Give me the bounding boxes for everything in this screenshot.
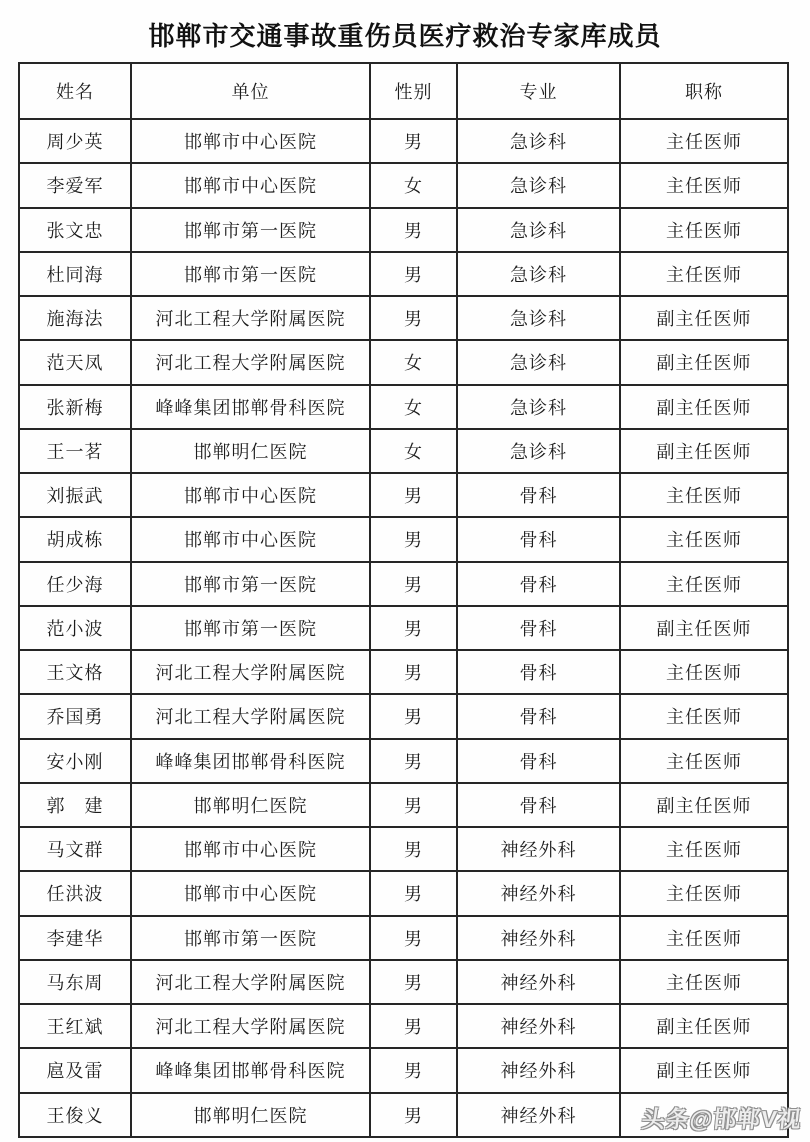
table-cell: 主任医师: [620, 960, 788, 1004]
table-cell: 骨科: [457, 783, 620, 827]
table-cell: 河北工程大学附属医院: [131, 694, 370, 738]
table-cell: 急诊科: [457, 163, 620, 207]
table-cell: 邯郸市第一医院: [131, 208, 370, 252]
table-cell: 邯郸明仁医院: [131, 429, 370, 473]
table-row: [19, 473, 788, 517]
table-cell: 神经外科: [457, 1048, 620, 1092]
table-cell: 周少英: [19, 119, 131, 163]
table-cell: 主任医师: [620, 650, 788, 694]
table-cell: 河北工程大学附属医院: [131, 650, 370, 694]
table-cell: 男: [370, 208, 457, 252]
table-cell: 男: [370, 916, 457, 960]
table-cell: 急诊科: [457, 385, 620, 429]
table-cell: 骨科: [457, 562, 620, 606]
table-row: [19, 871, 788, 915]
table-cell: 主任医师: [620, 252, 788, 296]
table-cell: 主任医师: [620, 916, 788, 960]
experts-table: [18, 62, 789, 1138]
table-cell: 男: [370, 1093, 457, 1138]
table-row: [19, 1048, 788, 1092]
table-cell: 急诊科: [457, 429, 620, 473]
table-cell: 神经外科: [457, 827, 620, 871]
table-cell: 邯郸市第一医院: [131, 606, 370, 650]
table-cell: 乔国勇: [19, 694, 131, 738]
table-cell: 邯郸市中心医院: [131, 163, 370, 207]
table-cell: 副主任医师: [620, 1004, 788, 1048]
table-row: [19, 1093, 788, 1138]
table-cell: 男: [370, 783, 457, 827]
table-cell: 主任医师: [620, 871, 788, 915]
table-cell: 主任医师: [620, 517, 788, 561]
table-cell: 李爱军: [19, 163, 131, 207]
table-row: [19, 340, 788, 384]
table-cell: 邯郸市中心医院: [131, 871, 370, 915]
table-cell: 河北工程大学附属医院: [131, 1004, 370, 1048]
table-cell: 急诊科: [457, 296, 620, 340]
table-cell: 峰峰集团邯郸骨科医院: [131, 739, 370, 783]
table-cell: 王文格: [19, 650, 131, 694]
table-cell: 急诊科: [457, 208, 620, 252]
table-cell: 副主任医师: [620, 783, 788, 827]
table-cell: 神经外科: [457, 1004, 620, 1048]
table-cell: 范天凤: [19, 340, 131, 384]
table-cell: 郭 建: [19, 783, 131, 827]
table-cell: 任洪波: [19, 871, 131, 915]
table-row: [19, 252, 788, 296]
table-row: [19, 163, 788, 207]
table-cell: 男: [370, 871, 457, 915]
table-cell: 神经外科: [457, 1093, 620, 1138]
table-cell: 邯郸市中心医院: [131, 119, 370, 163]
table-row: [19, 562, 788, 606]
table-cell: 河北工程大学附属医院: [131, 296, 370, 340]
table-row: [19, 783, 788, 827]
table-cell: 急诊科: [457, 119, 620, 163]
table-cell: 张新梅: [19, 385, 131, 429]
table-cell: 邯郸市第一医院: [131, 252, 370, 296]
table-cell: 王俊义: [19, 1093, 131, 1138]
table-cell: 主任医师: [620, 119, 788, 163]
table-cell: 女: [370, 429, 457, 473]
table-cell: 男: [370, 296, 457, 340]
table-cell: 男: [370, 827, 457, 871]
table-cell: 副主任医师: [620, 606, 788, 650]
table-cell: 女: [370, 163, 457, 207]
table-cell: 神经外科: [457, 960, 620, 1004]
page-title: 邯郸市交通事故重伤员医疗救治专家库成员: [148, 21, 662, 51]
table-cell: 李建华: [19, 916, 131, 960]
table-cell: 急诊科: [457, 252, 620, 296]
table-cell: 邯郸市中心医院: [131, 473, 370, 517]
table-cell: 男: [370, 562, 457, 606]
table-cell: 邯郸市第一医院: [131, 916, 370, 960]
table-cell: 男: [370, 1048, 457, 1092]
table-cell: 男: [370, 960, 457, 1004]
table-cell: 男: [370, 119, 457, 163]
table-cell: 骨科: [457, 517, 620, 561]
table-cell: 刘振武: [19, 473, 131, 517]
table-row: [19, 606, 788, 650]
table-cell: 主任医师: [620, 827, 788, 871]
table-cell: 男: [370, 606, 457, 650]
table-cell: 副主任医师: [620, 385, 788, 429]
table-row: [19, 827, 788, 871]
watermark: 头条@邯郸V视: [640, 1106, 804, 1132]
table-cell: 骨科: [457, 694, 620, 738]
table-cell: 任少海: [19, 562, 131, 606]
table-cell: 副主任医师: [620, 340, 788, 384]
table-row: [19, 119, 788, 163]
table-body: [19, 119, 788, 1137]
table-row: [19, 739, 788, 783]
table-cell: 男: [370, 694, 457, 738]
table-cell: 男: [370, 473, 457, 517]
table-cell: 男: [370, 252, 457, 296]
table-cell: 扈及雷: [19, 1048, 131, 1092]
table-cell: 主任医师: [620, 473, 788, 517]
table-cell: 急诊科: [457, 340, 620, 384]
header-row: [19, 63, 788, 119]
table-cell: 主任医师: [620, 163, 788, 207]
table-cell: 男: [370, 739, 457, 783]
table-cell: 施海法: [19, 296, 131, 340]
table-cell: 主任医师: [620, 739, 788, 783]
table-cell: 男: [370, 650, 457, 694]
table-cell: 主任医师: [620, 694, 788, 738]
table-cell: 胡成栋: [19, 517, 131, 561]
table-cell: 副主任医师: [620, 1048, 788, 1092]
table-row: [19, 1004, 788, 1048]
table-cell: 副主任医师: [620, 296, 788, 340]
table-cell: 邯郸明仁医院: [131, 783, 370, 827]
table-cell: 王一茗: [19, 429, 131, 473]
table-row: [19, 385, 788, 429]
table-cell: 王红斌: [19, 1004, 131, 1048]
table-row: [19, 650, 788, 694]
table-cell: 峰峰集团邯郸骨科医院: [131, 1048, 370, 1092]
table-cell: 范小波: [19, 606, 131, 650]
table-cell: 邯郸明仁医院: [131, 1093, 370, 1138]
table-cell: 神经外科: [457, 916, 620, 960]
table-row: [19, 517, 788, 561]
table-cell: 张文忠: [19, 208, 131, 252]
column-header: 性别: [370, 63, 457, 119]
table-cell: 马东周: [19, 960, 131, 1004]
column-header: 专业: [457, 63, 620, 119]
table-cell: 骨科: [457, 650, 620, 694]
table-cell: 男: [370, 1004, 457, 1048]
column-header: 姓名: [19, 63, 131, 119]
table-cell: 安小刚: [19, 739, 131, 783]
table-row: [19, 208, 788, 252]
table-row: [19, 694, 788, 738]
table-cell: 女: [370, 385, 457, 429]
table-cell: 马文群: [19, 827, 131, 871]
table-cell: 神经外科: [457, 871, 620, 915]
table-row: [19, 916, 788, 960]
table-cell: 河北工程大学附属医院: [131, 960, 370, 1004]
table-cell: 邯郸市第一医院: [131, 562, 370, 606]
table-cell: 峰峰集团邯郸骨科医院: [131, 385, 370, 429]
table-cell: 男: [370, 517, 457, 561]
table-cell: 骨科: [457, 473, 620, 517]
table-cell: 骨科: [457, 606, 620, 650]
table-cell: 杜同海: [19, 252, 131, 296]
column-header: 职称: [620, 63, 788, 119]
table-cell: 主任医师: [620, 562, 788, 606]
column-header: 单位: [131, 63, 370, 119]
table-cell: 女: [370, 340, 457, 384]
table-row: [19, 960, 788, 1004]
table-cell: [620, 1093, 788, 1138]
table-row: [19, 296, 788, 340]
table-row: [19, 429, 788, 473]
table-cell: 邯郸市中心医院: [131, 517, 370, 561]
table-cell: 河北工程大学附属医院: [131, 340, 370, 384]
table-cell: 骨科: [457, 739, 620, 783]
table-cell: 副主任医师: [620, 429, 788, 473]
table-cell: 主任医师: [620, 208, 788, 252]
table-cell: 邯郸市中心医院: [131, 827, 370, 871]
